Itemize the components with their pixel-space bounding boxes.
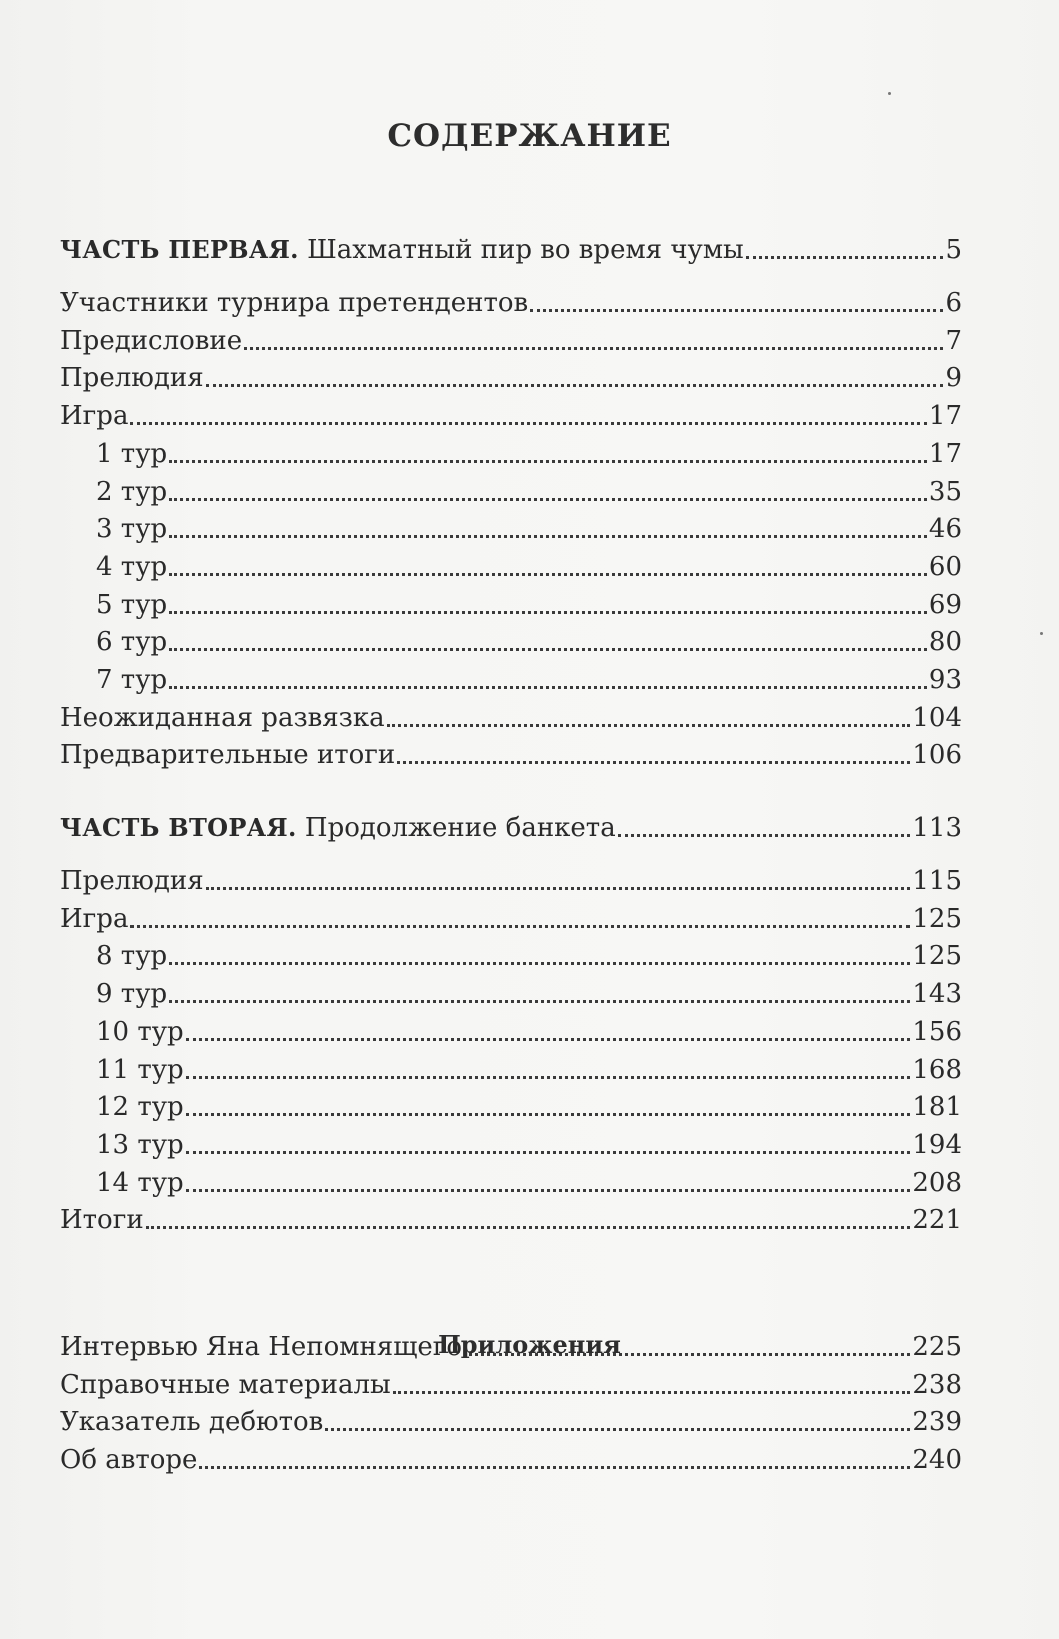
toc-entry-label: 6 тур: [96, 627, 168, 658]
dot-leader: [618, 833, 911, 837]
toc-entry-label: 14 тур: [96, 1167, 184, 1198]
page-number: 9: [945, 363, 962, 394]
dot-leader: [746, 255, 944, 259]
dot-leader: [186, 1075, 911, 1079]
part-subtitle: Продолжение банкета: [304, 813, 616, 843]
page-number: 93: [928, 665, 962, 695]
toc-entry: [60, 622, 962, 662]
toc-entry-label: 1 тур: [96, 438, 168, 469]
page-number: 225: [912, 1332, 962, 1362]
page-number: 239: [912, 1407, 962, 1438]
page-number: 238: [912, 1369, 962, 1400]
dot-leader: [199, 1465, 910, 1469]
toc-entry: [60, 861, 962, 901]
toc-entry: [60, 1402, 962, 1442]
page-number: 104: [912, 702, 962, 733]
dot-leader: [146, 1225, 911, 1229]
toc-entry: [60, 396, 962, 436]
dot-leader: [169, 610, 927, 614]
toc-entry: [60, 936, 962, 976]
dot-leader: [206, 383, 944, 387]
toc-entry: [60, 1365, 962, 1405]
toc-entry-label: 7 тур: [96, 665, 168, 695]
dot-leader: [530, 308, 943, 312]
toc-entry: [60, 698, 962, 738]
toc-entry: [60, 509, 962, 549]
toc-entry-label: 13 тур: [96, 1129, 184, 1160]
toc-entry: [60, 434, 962, 474]
dot-leader: [325, 1427, 910, 1431]
dot-leader: [393, 1390, 911, 1394]
page-number: 208: [912, 1167, 962, 1198]
toc-entry-label: Прелюдия: [60, 363, 204, 394]
dot-leader: [186, 1188, 911, 1192]
toc-entry: [60, 1163, 962, 1203]
toc-entry-label: Об авторе: [60, 1445, 198, 1476]
part-label: ЧАСТЬ ВТОРАЯ.: [60, 813, 297, 842]
toc-entry-label: 9 тур: [96, 979, 168, 1010]
toc-entry: [60, 899, 962, 939]
toc-entry: [60, 1087, 962, 1127]
toc-entry: [60, 585, 962, 625]
dot-leader: [169, 961, 910, 965]
dot-leader: [397, 760, 910, 764]
toc-entry-label: 3 тур: [96, 514, 168, 545]
toc-entry: [60, 1050, 962, 1090]
toc-part-heading: [60, 230, 962, 270]
toc-entry: [60, 547, 962, 587]
toc-entry-label: 5 тур: [96, 589, 168, 620]
part-label: ЧАСТЬ ПЕРВАЯ.: [60, 235, 299, 264]
toc-entry: [60, 472, 962, 512]
page-number: 60: [928, 551, 962, 582]
dot-leader: [130, 924, 910, 928]
dot-leader: [186, 1150, 911, 1154]
toc-entry-label: 12 тур: [96, 1092, 184, 1123]
dot-leader: [169, 999, 910, 1003]
dot-leader: [244, 346, 943, 350]
toc-entry-label: Неожиданная развязка: [60, 702, 385, 733]
page-number: 143: [912, 979, 962, 1010]
page-number: 115: [912, 866, 962, 896]
appendix-heading: Приложения: [438, 1330, 621, 1359]
page-number: 240: [912, 1445, 962, 1476]
page-number: 5: [945, 235, 962, 265]
toc-entry: [60, 1200, 962, 1240]
toc-entry-label: Интервью Яна Непомнящего: [60, 1332, 463, 1362]
page-number: 17: [928, 438, 962, 469]
toc-entry-label: Участники турнира претендентов: [60, 288, 529, 318]
toc-entry-label: Предварительные итоги: [60, 740, 396, 771]
page-number: 69: [928, 589, 962, 620]
dot-leader: [169, 647, 927, 651]
toc-entry: [60, 358, 962, 398]
toc-entry-label: Итоги: [60, 1205, 144, 1236]
page-number: 6: [945, 288, 962, 318]
page-number: 125: [912, 941, 962, 972]
part-subtitle: Шахматный пир во время чумы: [307, 235, 744, 265]
toc-entry-label: 2 тур: [96, 476, 168, 507]
toc-entry-label: Указатель дебютов: [60, 1407, 324, 1438]
toc-entry-label: 8 тур: [96, 941, 168, 972]
page-number: 80: [928, 627, 962, 658]
toc-entry: [60, 283, 962, 323]
page-number: 17: [928, 401, 962, 432]
dot-leader: [130, 421, 926, 425]
paper-speck: [1040, 632, 1043, 635]
dot-leader: [169, 534, 927, 538]
dot-leader: [169, 685, 927, 689]
page-title: СОДЕРЖАНИЕ: [387, 118, 672, 154]
page-number: 106: [912, 740, 962, 771]
toc-entry-label: 10 тур: [96, 1016, 184, 1047]
dot-leader: [387, 723, 911, 727]
toc-entry: [60, 1125, 962, 1165]
dot-leader: [186, 1037, 911, 1041]
dot-leader: [169, 459, 927, 463]
page-number: 113: [912, 813, 962, 843]
toc-entry: [60, 660, 962, 700]
toc-part-heading: [60, 808, 962, 848]
toc-entry-label: Справочные материалы: [60, 1369, 391, 1400]
dot-leader: [169, 497, 927, 501]
toc-entry: [60, 1012, 962, 1052]
toc-entry: [60, 735, 962, 775]
page-number: 194: [912, 1129, 962, 1160]
toc-entry: [60, 974, 962, 1014]
toc-entry-label: 4 тур: [96, 551, 168, 582]
toc-entry-label: Предисловие: [60, 325, 243, 356]
page-number: 46: [928, 514, 962, 545]
toc-entry-label: 11 тур: [96, 1054, 184, 1085]
dot-leader: [186, 1112, 911, 1116]
page-number: 125: [912, 903, 962, 934]
toc-entry-label: Прелюдия: [60, 866, 204, 896]
dot-leader: [169, 572, 927, 576]
page-number: 156: [912, 1016, 962, 1047]
page-number: 7: [945, 325, 962, 356]
page-number: 181: [912, 1092, 962, 1123]
page-number: 35: [928, 476, 962, 507]
toc-entry-label: Игра: [60, 401, 129, 432]
page-number: 221: [912, 1205, 962, 1236]
toc-entry-label: Игра: [60, 903, 129, 934]
page-number: 168: [912, 1054, 962, 1085]
toc-entry: [60, 1440, 962, 1480]
paper-speck: [888, 92, 891, 95]
dot-leader: [206, 886, 911, 890]
toc-entry: [60, 321, 962, 361]
